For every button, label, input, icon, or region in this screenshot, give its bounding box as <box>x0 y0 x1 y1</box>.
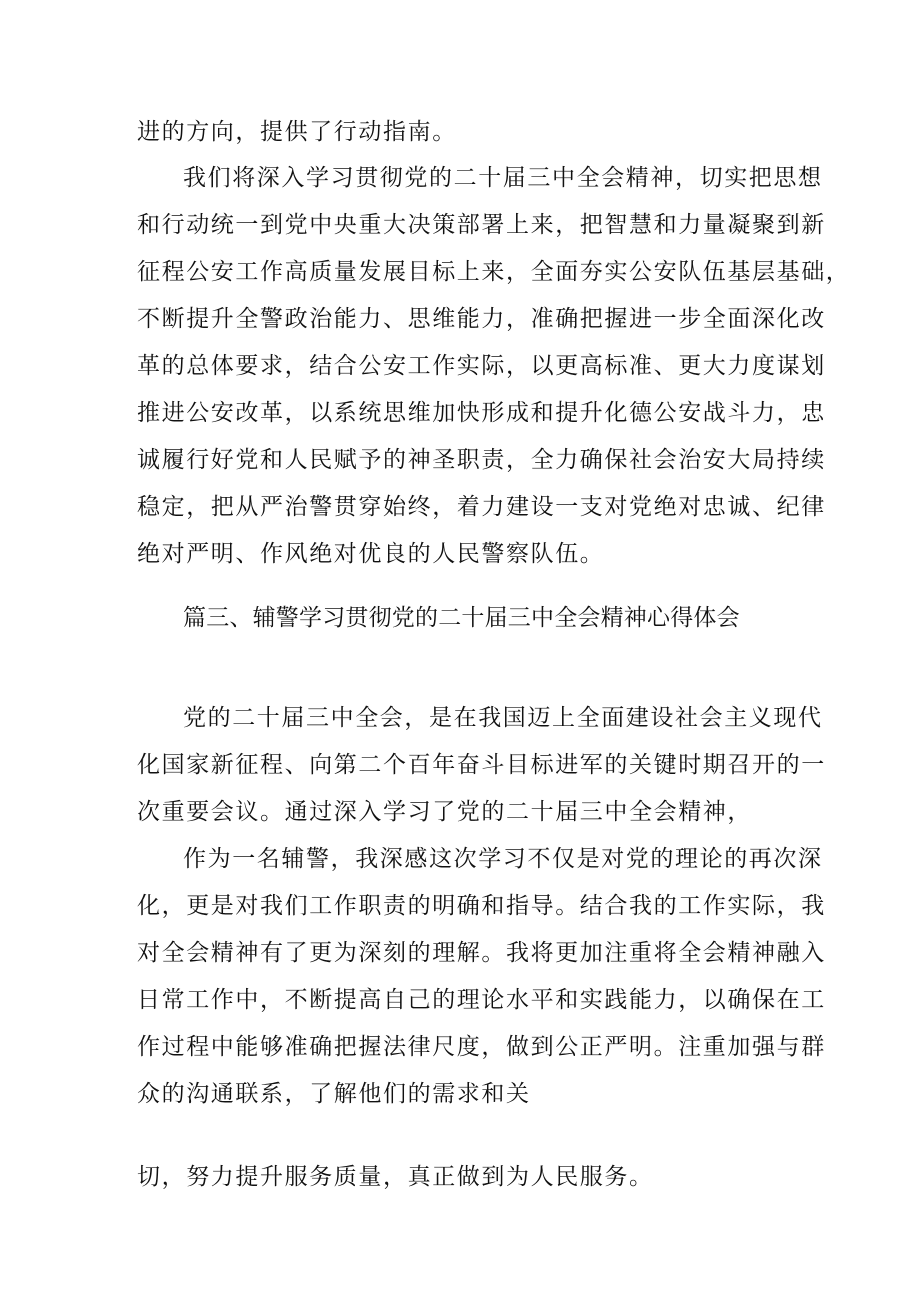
paragraph-1-line-1: 我们将深入学习贯彻党的二十届三中全会精神，切实把思想 <box>183 165 823 191</box>
paragraph-3-line-4: 日常工作中，不断提高自己的理论水平和实践能力，以确保在工 <box>137 987 826 1013</box>
section-heading: 篇三、辅警学习贯彻党的二十届三中全会精神心得体会 <box>183 605 740 631</box>
paragraph-1-line-2: 和行动统一到党中央重大决策部署上来，把智慧和力量凝聚到新 <box>137 212 826 238</box>
paragraph-3-line-3: 对全会精神有了更为深刻的理解。我将更加注重将全会精神融入 <box>137 940 826 966</box>
paragraph-1-line-6: 推进公安改革，以系统思维加快形成和提升化德公安战斗力，忠 <box>137 400 826 426</box>
paragraph-1-line-8: 稳定，把从严治警贯穿始终，着力建设一支对党绝对忠诚、纪律 <box>137 494 826 520</box>
text-line-top-fragment: 进的方向，提供了行动指南。 <box>137 119 457 145</box>
paragraph-3-line-6: 众的沟通联系，了解他们的需求和关 <box>137 1081 531 1107</box>
paragraph-1-line-5: 革的总体要求，结合公安工作实际，以更高标准、更大力度谋划 <box>137 353 826 379</box>
paragraph-2-line-2: 化国家新征程、向第二个百年奋斗目标进军的关键时期召开的一 <box>137 752 826 778</box>
paragraph-1-line-7: 诚履行好党和人民赋予的神圣职责，全力确保社会治安大局持续 <box>137 447 826 473</box>
paragraph-1-line-4: 不断提升全警政治能力、思维能力，准确把握进一步全面深化改 <box>137 306 826 332</box>
paragraph-2-line-3: 次重要会议。通过深入学习了党的二十届三中全会精神， <box>137 799 752 825</box>
paragraph-1-line-3: 征程公安工作高质量发展目标上来，全面夯实公安队伍基层基础， <box>137 259 851 285</box>
paragraph-3-line-5: 作过程中能够准确把握法律尺度，做到公正严明。注重加强与群 <box>137 1034 826 1060</box>
paragraph-3-line-2: 化，更是对我们工作职责的明确和指导。结合我的工作实际，我 <box>137 893 826 919</box>
paragraph-1-line-9: 绝对严明、作风绝对优良的人民警察队伍。 <box>137 541 605 567</box>
paragraph-3-line-1: 作为一名辅警，我深感这次学习不仅是对党的理论的再次深 <box>183 846 823 872</box>
text-line-last: 切，努力提升服务质量，真正做到为人民服务。 <box>137 1164 654 1190</box>
paragraph-2-line-1: 党的二十届三中全会，是在我国迈上全面建设社会主义现代 <box>183 705 823 731</box>
